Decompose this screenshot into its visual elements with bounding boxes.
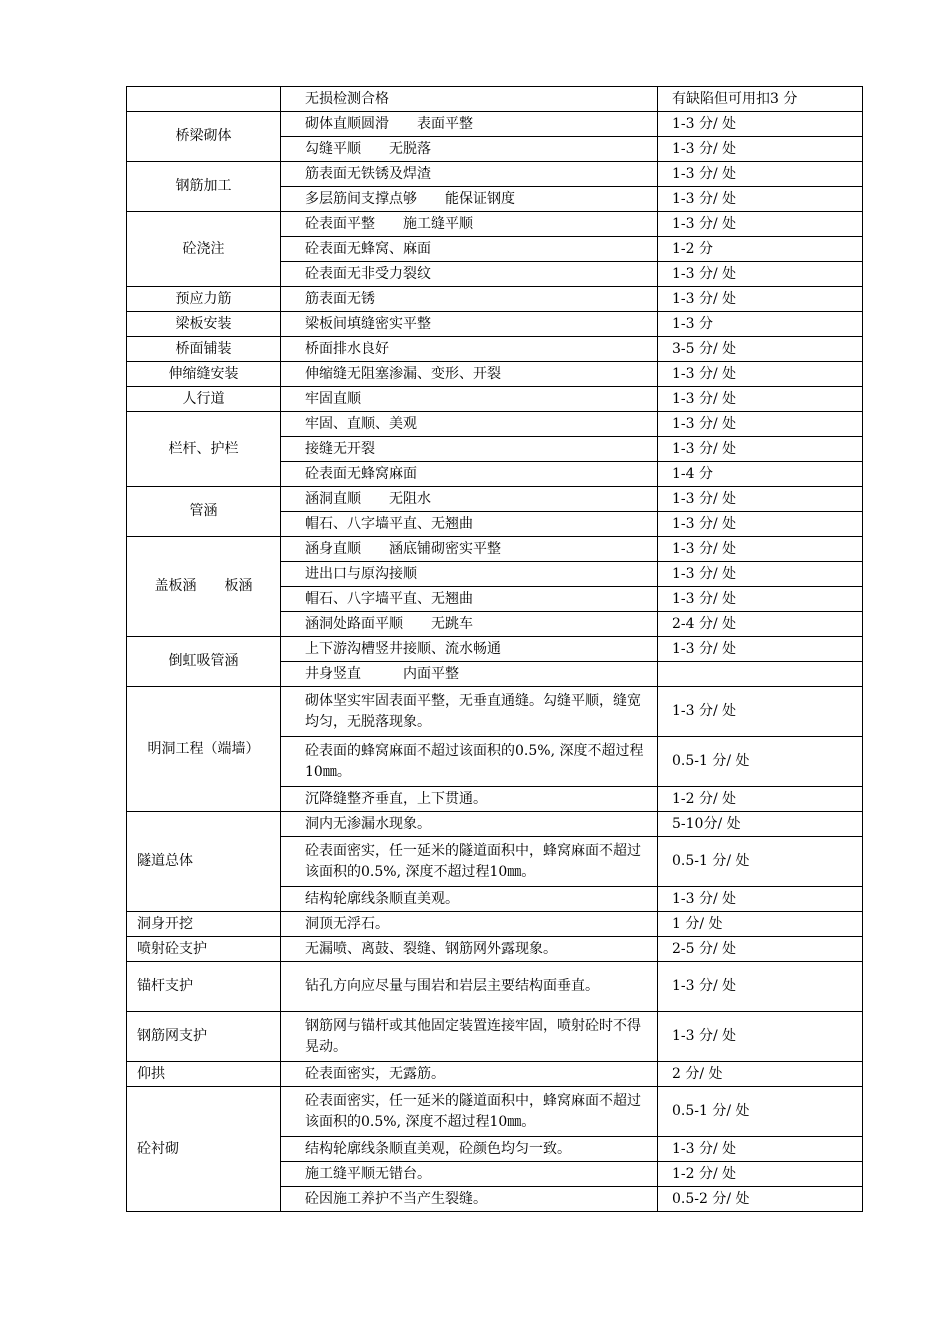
inspection-item-cell: 沉降缝整齐垂直，上下贯通。 [281, 787, 658, 812]
inspection-table [126, 86, 863, 1212]
deduction-cell: 1-3 分/ 处 [658, 412, 863, 437]
inspection-item-cell: 砼表面密实，任一延米的隧道面积中，蜂窝麻面不超过该面积的0.5%, 深度不超过程10㎜。 [281, 1087, 658, 1137]
inspection-item-cell: 筋表面无铁锈及焊渣 [281, 162, 658, 187]
deduction-cell: 0.5-1 分/ 处 [658, 737, 863, 787]
category-cell: 钢筋加工 [127, 162, 281, 212]
inspection-item-cell: 井身竖直 内面平整 [281, 662, 658, 687]
table-row [127, 362, 863, 387]
deduction-cell: 1-3 分/ 处 [658, 887, 863, 912]
deduction-cell: 3-5 分/ 处 [658, 337, 863, 362]
category-cell: 栏杆、护栏 [127, 412, 281, 487]
deduction-cell: 1-3 分/ 处 [658, 387, 863, 412]
deduction-cell: 有缺陷但可用扣3 分 [658, 87, 863, 112]
table-row [127, 937, 863, 962]
table-row [127, 1012, 863, 1062]
table-row [127, 387, 863, 412]
deduction-cell: 0.5-2 分/ 处 [658, 1187, 863, 1212]
category-cell: 锚杆支护 [127, 962, 281, 1012]
deduction-cell: 1-3 分/ 处 [658, 512, 863, 537]
inspection-item-cell: 牢固、直顺、美观 [281, 412, 658, 437]
deduction-cell: 2-5 分/ 处 [658, 937, 863, 962]
table-row [127, 687, 863, 737]
deduction-cell: 1-3 分/ 处 [658, 112, 863, 137]
inspection-item-cell: 多层筋间支撑点够 能保证钢度 [281, 187, 658, 212]
deduction-cell: 1-3 分/ 处 [658, 1137, 863, 1162]
category-cell: 梁板安装 [127, 312, 281, 337]
deduction-cell: 1-3 分/ 处 [658, 562, 863, 587]
inspection-table-body [127, 87, 863, 1212]
deduction-cell: 0.5-1 分/ 处 [658, 1087, 863, 1137]
inspection-item-cell: 砼表面密实，无露筋。 [281, 1062, 658, 1087]
deduction-cell: 1-2 分/ 处 [658, 1162, 863, 1187]
category-cell: 伸缩缝安装 [127, 362, 281, 387]
category-cell: 砼衬砌 [127, 1087, 281, 1212]
inspection-item-cell: 无漏喷、离鼓、裂缝、钢筋网外露现象。 [281, 937, 658, 962]
deduction-cell: 1-3 分/ 处 [658, 362, 863, 387]
deduction-cell: 2 分/ 处 [658, 1062, 863, 1087]
inspection-item-cell: 无损检测合格 [281, 87, 658, 112]
category-cell: 明洞工程（端墙） [127, 687, 281, 812]
inspection-item-cell: 勾缝平顺 无脱落 [281, 137, 658, 162]
deduction-cell: 1-3 分/ 处 [658, 212, 863, 237]
table-row [127, 912, 863, 937]
inspection-item-cell: 梁板间填缝密实平整 [281, 312, 658, 337]
deduction-cell: 1-3 分/ 处 [658, 687, 863, 737]
table-row [127, 162, 863, 187]
inspection-item-cell: 牢固直顺 [281, 387, 658, 412]
category-cell: 砼浇注 [127, 212, 281, 287]
inspection-item-cell: 砼表面无蜂窝麻面 [281, 462, 658, 487]
deduction-cell: 1-2 分 [658, 237, 863, 262]
category-cell: 倒虹吸管涵 [127, 637, 281, 687]
category-cell: 仰拱 [127, 1062, 281, 1087]
table-row [127, 87, 863, 112]
inspection-item-cell: 涵洞处路面平顺 无跳车 [281, 612, 658, 637]
deduction-cell: 5-10分/ 处 [658, 812, 863, 837]
inspection-item-cell: 涵洞直顺 无阻水 [281, 487, 658, 512]
inspection-item-cell: 砼表面的蜂窝麻面不超过该面积的0.5%, 深度不超过程10㎜。 [281, 737, 658, 787]
deduction-cell: 1-4 分 [658, 462, 863, 487]
deduction-cell: 1-3 分/ 处 [658, 437, 863, 462]
category-cell [127, 87, 281, 112]
table-row [127, 412, 863, 437]
inspection-item-cell: 结构轮廓线条顺直美观。 [281, 887, 658, 912]
deduction-cell: 1-3 分/ 处 [658, 187, 863, 212]
inspection-item-cell: 砌体坚实牢固表面平整，无垂直通缝。勾缝平顺，缝宽均匀，无脱落现象。 [281, 687, 658, 737]
category-cell: 隧道总体 [127, 812, 281, 912]
table-row [127, 112, 863, 137]
deduction-cell: 1-3 分/ 处 [658, 162, 863, 187]
inspection-item-cell: 砼因施工养护不当产生裂缝。 [281, 1187, 658, 1212]
inspection-item-cell: 帽石、八字墙平直、无翘曲 [281, 512, 658, 537]
inspection-item-cell: 涵身直顺 涵底铺砌密实平整 [281, 537, 658, 562]
inspection-item-cell: 砼表面密实，任一延米的隧道面积中，蜂窝麻面不超过该面积的0.5%, 深度不超过程10㎜。 [281, 837, 658, 887]
deduction-cell: 1-3 分/ 处 [658, 287, 863, 312]
inspection-item-cell: 上下游沟槽竖井接顺、流水畅通 [281, 637, 658, 662]
inspection-item-cell: 伸缩缝无阻塞渗漏、变形、开裂 [281, 362, 658, 387]
inspection-item-cell: 砼表面无蜂窝、麻面 [281, 237, 658, 262]
inspection-item-cell: 帽石、八字墙平直、无翘曲 [281, 587, 658, 612]
category-cell: 钢筋网支护 [127, 1012, 281, 1062]
table-row [127, 287, 863, 312]
category-cell: 管涵 [127, 487, 281, 537]
inspection-item-cell: 洞顶无浮石。 [281, 912, 658, 937]
deduction-cell [658, 662, 863, 687]
category-cell: 桥面铺装 [127, 337, 281, 362]
deduction-cell: 1-3 分/ 处 [658, 137, 863, 162]
table-row [127, 1087, 863, 1137]
table-row [127, 537, 863, 562]
deduction-cell: 2-4 分/ 处 [658, 612, 863, 637]
table-row [127, 212, 863, 237]
table-row [127, 487, 863, 512]
category-cell: 桥梁砌体 [127, 112, 281, 162]
category-cell: 洞身开挖 [127, 912, 281, 937]
table-row [127, 962, 863, 1012]
deduction-cell: 1-3 分/ 处 [658, 962, 863, 1012]
inspection-item-cell: 钻孔方向应尽量与围岩和岩层主要结构面垂直。 [281, 962, 658, 1012]
category-cell: 预应力筋 [127, 287, 281, 312]
deduction-cell: 1-3 分/ 处 [658, 262, 863, 287]
category-cell: 人行道 [127, 387, 281, 412]
category-cell: 喷射砼支护 [127, 937, 281, 962]
inspection-item-cell: 结构轮廓线条顺直美观，砼颜色均匀一致。 [281, 1137, 658, 1162]
inspection-item-cell: 接缝无开裂 [281, 437, 658, 462]
inspection-item-cell: 洞内无渗漏水现象。 [281, 812, 658, 837]
deduction-cell: 1 分/ 处 [658, 912, 863, 937]
inspection-item-cell: 施工缝平顺无错台。 [281, 1162, 658, 1187]
inspection-item-cell: 砌体直顺圆滑 表面平整 [281, 112, 658, 137]
inspection-item-cell: 进出口与原沟接顺 [281, 562, 658, 587]
table-row [127, 312, 863, 337]
inspection-item-cell: 钢筋网与锚杆或其他固定装置连接牢固，喷射砼时不得晃动。 [281, 1012, 658, 1062]
deduction-cell: 1-3 分/ 处 [658, 537, 863, 562]
inspection-item-cell: 筋表面无锈 [281, 287, 658, 312]
inspection-item-cell: 砼表面平整 施工缝平顺 [281, 212, 658, 237]
deduction-cell: 1-3 分/ 处 [658, 637, 863, 662]
table-row [127, 637, 863, 662]
deduction-cell: 1-3 分/ 处 [658, 1012, 863, 1062]
deduction-cell: 1-3 分/ 处 [658, 487, 863, 512]
table-row [127, 812, 863, 837]
table-row [127, 337, 863, 362]
deduction-cell: 1-3 分/ 处 [658, 587, 863, 612]
deduction-cell: 1-3 分 [658, 312, 863, 337]
deduction-cell: 1-2 分/ 处 [658, 787, 863, 812]
category-cell: 盖板涵 板涵 [127, 537, 281, 637]
inspection-item-cell: 桥面排水良好 [281, 337, 658, 362]
inspection-item-cell: 砼表面无非受力裂纹 [281, 262, 658, 287]
table-row [127, 1062, 863, 1087]
deduction-cell: 0.5-1 分/ 处 [658, 837, 863, 887]
